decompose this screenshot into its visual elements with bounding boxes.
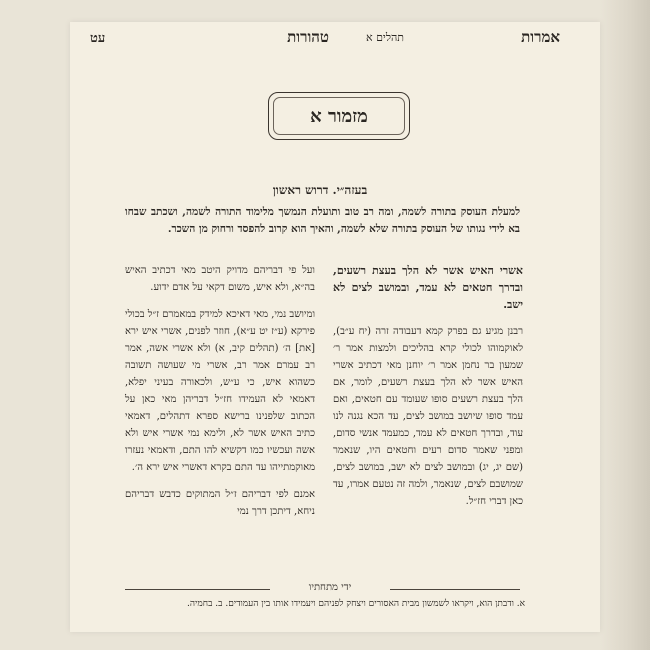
commentary-paragraph: ומיושב נמי, מאי דאיכא למידק במאמרם ז״ל בכולי פירקא (ע״ז יט ע״א), חוזר לפנים, אשרי איש ירא [את] ה׳ (תהלים קיב, א) ולא אשרי אשה, אמר רב עמרם אמר רב, אשרי מי שעושה תשובה כשהוא איש, כי ע״ש, ולכאורה בעיני יפלא, דאמאי לא העמידו חז״ל דבריהן מאי כאן על הכתוב שלפנינו ברישא ספרא דתהלים, דאמאי כתיב האיש אשר לא, ולימא נמי אשרי איש ולא אשה ועכשיו כמו דקשיא להו התם, ודאמאי נעזרו מאוקמתייהו עד התם בקרא דאשרי איש ירא ה׳. bbox=[125, 309, 315, 473]
running-head bbox=[76, 28, 574, 50]
running-head-book: תהלים א bbox=[365, 31, 404, 44]
footnote-text: א. ודבתן הוא, ויקראו לשמשון מבית האסורים ויצחק לפניהם ויעמידו אותו בין העמודים. ב. בחמיה. bbox=[187, 599, 525, 609]
running-head-title: אמרות bbox=[521, 28, 560, 46]
left-column bbox=[125, 262, 315, 530]
commentary-paragraph: אמנם לפי דבריהם ז״ל המתוקים כדבש דבריהם ניחא, דיתכן דרך נמי bbox=[125, 489, 315, 517]
intro-paragraph: למעלת העוסק בתורה לשמה, ומה רב טוב ותועלת הנמשך מלימוד התורה לשמה, ושכתב שבחו בא לידי נגותו של העוסק בתורה שלא לשמה, והאיך הוא קרוב להפסד ורחוק מן השכר. bbox=[125, 206, 520, 235]
footnote-heading: ידי מתחתיו bbox=[270, 582, 390, 593]
commentary-paragraph: רבנן מגיע גם בפרק קמא דעבודה זרה (יח ע״ב), לאוקמוהו לכולי קרא בהליכים ולמצות אמר ר׳ שמעון בר נחמן אמר ר׳ יוחנן מאי דכתיב אשרי האיש אשר לא הלך בעצת רשעים, לומר, אם הלך בעצת רשעים סופו שעומד עם חטאים, ואם עמד סופו שיושב במושב לצים, עד הכא נגנה לנו עוד, ובדרך חטאים לא עמד, כמעמד אנשי סדום, ומפני שאמר סדום רעים וחטאים היו, שנאמר (שם יג, יג) ובמושב לצים לא ישב, במושב לצים, שמושבם לצים, שנאמר, ולמה זה נטעם אמרו, עד כאן דברי חז״ל. bbox=[333, 326, 523, 507]
verse-text: אשרי האיש אשר לא הלך בעצת רשעים, ובדרך חטאים לא עמד, ובמושב לצים לא ישב. bbox=[333, 264, 523, 311]
chapter-title: מזמור א bbox=[310, 105, 368, 127]
chapter-title-frame bbox=[268, 92, 410, 140]
book-spine bbox=[600, 0, 650, 650]
page-number: עט bbox=[90, 31, 106, 46]
running-head-subtitle: טהורות bbox=[287, 28, 329, 46]
right-column bbox=[333, 262, 523, 520]
section-heading: בעזה״י. דרוש ראשון bbox=[272, 183, 368, 197]
commentary-paragraph: ועל פי דבריהם מדויק היטב מאי דכתיב האיש בה״א, ולא איש, משום דקאי על אדם ידוע. bbox=[125, 265, 315, 293]
